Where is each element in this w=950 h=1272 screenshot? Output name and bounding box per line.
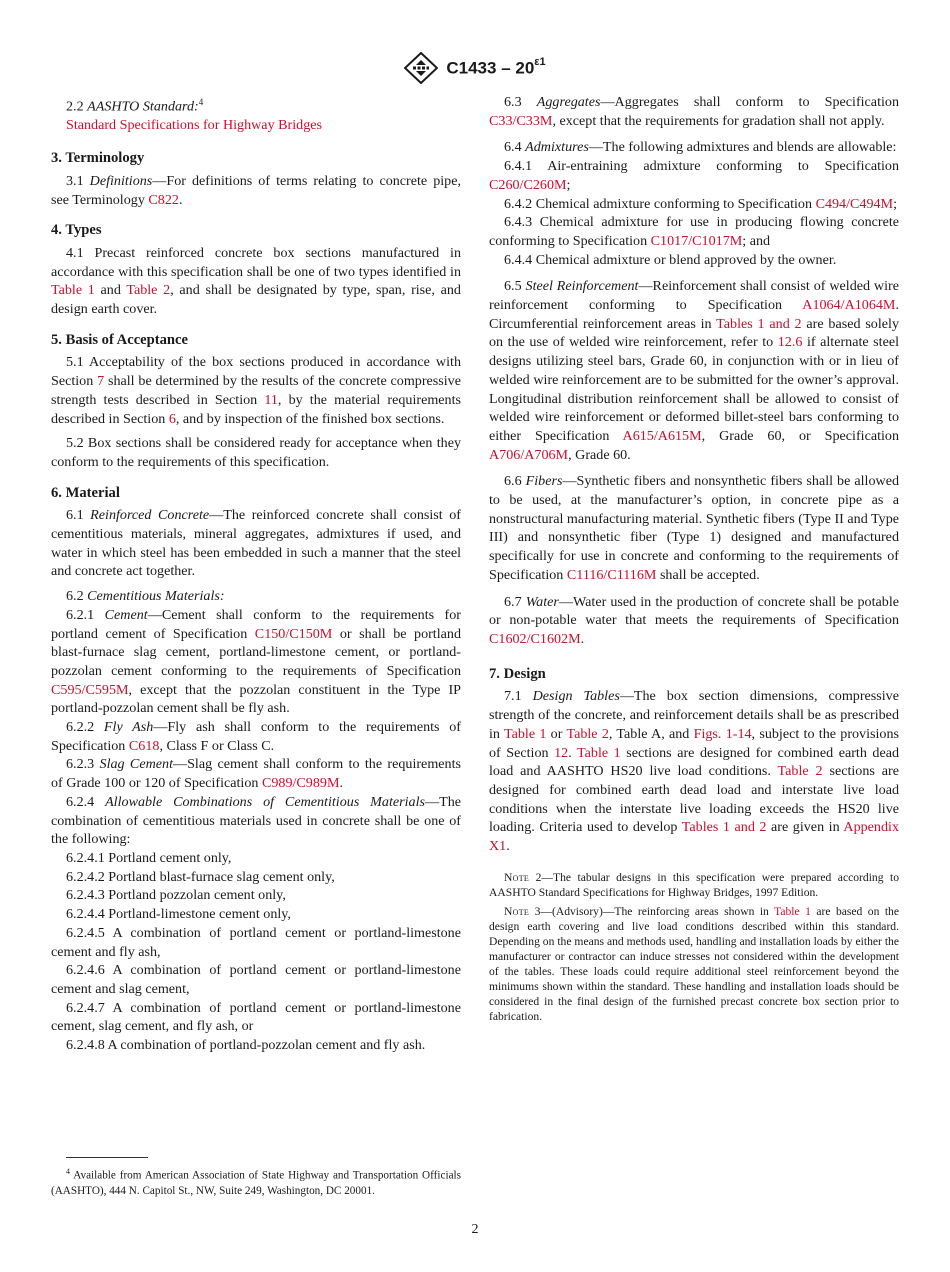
link-section-11[interactable]: 11 [264, 391, 278, 408]
section-6-2-1: 6.2.1 Cement—Cement shall conform to the requirements for portland cement of Specification C150/C150M or shall be portland blast-furnace slag cement, portland-limestone cement, or portland-pozzolan cement conforming to the requirements of Specification C595/C595M, except that the pozzolan constituent in the Type IP portland-pozzolan cement shall be fly ash. [51, 606, 461, 717]
link-a706[interactable]: A706/A706M [489, 446, 569, 463]
section-6-6: 6.6 Fibers—Synthetic fibers and nonsynthetic fibers shall be allowed to be used, at the manufacturer’s option, in concrete pipe as a nonstructural manufacturing material. Synthetic fibers (Type II and Type III) and nonsynthetic fiber (Type 1) designed and manufactured specifically for use in concrete and conforming to the requirements of Specification C1116/C1116M shall be accepted. [489, 473, 899, 583]
heading-design: 7. Design [489, 665, 546, 682]
heading-types: 4. Types [51, 222, 102, 239]
link-c494[interactable]: C494/C494M [815, 195, 894, 212]
section-6-2: 6.2 Cementitious Materials: [66, 588, 225, 605]
link-section-7[interactable]: 7 [97, 373, 105, 390]
list-item: 6.2.4.8 A combination of portland-pozzolan cement and fly ash. [66, 1037, 426, 1054]
section-4-1: 4.1 Precast reinforced concrete box sections manufactured in accordance with this specification shall be one of two types identified in Table 1 and Table 2, and shall be designated by type, span, rise, and design earth cover. [51, 244, 461, 318]
link-tables-1-and-2[interactable]: Tables 1 and 2 [681, 819, 767, 836]
section-6-5: 6.5 Steel Reinforcement—Reinforcement shall consist of welded wire reinforcement conforming to Specification A1064/A1064M. Circumferential reinforcement areas in Tables 1 and 2 are based solely on the use of welded wire reinforcement, refer to 12.6 if alternate steel designs utilizing steel bars, Grade 60, in conjunction with or in lieu of welded wire reinforcement are to be submitted for the owner’s approval. Longitudinal distribution reinforcement shall be allowed to consist of welded wire reinforcement or deformed billet-steel bars conforming to either Specification A615/A615M, Grade 60, or Specification A706/A706M, Grade 60. [489, 278, 900, 463]
footnote-marker: 4 [66, 1167, 70, 1176]
left-column [51, 93, 461, 1055]
list-item: 6.2.4.5 A combination of portland cement or portland-limestone cement and fly ash, [51, 924, 461, 960]
list-item: 6.2.4.7 A combination of portland cement or portland-limestone cement, slag cement, and fly ash, or [51, 999, 461, 1035]
astm-logo-icon [404, 52, 438, 84]
link-c1116[interactable]: C1116/C1116M [566, 566, 657, 583]
link-a1064[interactable]: A1064/A1064M [802, 297, 896, 314]
section-2-2-link-line [51, 116, 461, 135]
list-item: 6.2.4.1 Portland cement only, [66, 850, 232, 866]
section-3-1: 3.1 Definitions—For definitions of terms relating to concrete pipe, see Terminology C822. [51, 172, 461, 208]
list-item: 6.2.4.2 Portland blast-furnace slag cement only, [66, 868, 335, 885]
section-7-1: 7.1 Design Tables—The box section dimensions, compressive strength of the concrete, and reinforcement details shall be as prescribed in Table 1 or Table 2, Table A, and Figs. 1-14, subject to the provisions of Section 12. Table 1 sections are designed for combined earth dead load and AASHTO HS20 live load conditions. Table 2 sections are designed for combined earth dead load and interstate live load conditions when the interstate live loading exceeds the HS20 live loading. Criteria used to develop Tables 1 and 2 are given in Appendix X1. [489, 688, 900, 855]
section-6-4-2: 6.4.2 Chemical admixture conforming to Specification C494/C494M; [504, 195, 898, 212]
list-item: 6.2.4.3 Portland pozzolan cement only, [66, 887, 286, 904]
link-c618[interactable]: C618 [128, 737, 160, 754]
section-5-1: 5.1 Acceptability of the box sections produced in accordance with Section 7 shall be determined by the results of the concrete compressive strength tests described in Section 11, by the material requirements described in Section 6, and by inspection of the finished box sections. [51, 354, 462, 427]
document-designation: $C1433 - 20^{\varepsilon 1}$ [446, 55, 546, 78]
link-c595[interactable]: C595/C595M [51, 681, 129, 698]
page-number: 2 [471, 1222, 479, 1237]
designation-superscript: ε1 [534, 55, 546, 68]
section-6-7: 6.7 Water—Water used in the production of concrete shall be potable or non-potable water that meets the requirements of Specification C1602/C1602M. [489, 593, 899, 647]
link-table-2[interactable]: Table 2 [126, 282, 171, 299]
heading-material: 6. Material [51, 484, 120, 501]
note-2: Note 2—The tabular designs in this specification were prepared according to AASHTO Standard Specifications for Highway Bridges, 1997 Edition. [489, 870, 899, 899]
section-6-2-4: 6.2.4 Allowable Combinations of Cementitious Materials—The combination of cementitious materials used in concrete shall be one of the following: [51, 793, 462, 848]
section-6-4-1: 6.4.1 Air-entraining admixture conforming to Specification C260/C260M; [489, 158, 899, 193]
section-6-2-2: 6.2.2 Fly Ash—Fly ash shall conform to the requirements of Specification C618, Class F or Class C. [51, 719, 461, 754]
link-tables-1-and-2[interactable]: Tables 1 and 2 [716, 315, 802, 332]
link-section-6[interactable]: 6 [168, 410, 176, 427]
link-c1602[interactable]: C1602/C1602M [489, 630, 581, 647]
link-c150[interactable]: C150/C150M [254, 625, 333, 642]
link-table-1[interactable]: Table 1 [774, 904, 811, 918]
link-aashto-spec[interactable]: Standard Specifications for Highway Bridges [66, 117, 322, 134]
page-header [0, 50, 950, 86]
right-column [489, 93, 899, 1024]
link-table-2[interactable]: Table 2 [777, 763, 823, 780]
heading-terminology: 3. Terminology [51, 150, 145, 167]
link-c33[interactable]: C33/C33M [489, 112, 553, 129]
link-section-12[interactable]: 12 [554, 744, 569, 761]
list-item: 6.2.4.4 Portland-limestone cement only, [66, 906, 291, 923]
link-a615[interactable]: A615/A615M [622, 427, 702, 444]
link-table-2[interactable]: Table 2 [566, 725, 609, 742]
link-12-6[interactable]: 12.6 [777, 334, 803, 351]
link-table-1[interactable]: Table 1 [51, 282, 95, 299]
section-6-4: 6.4 Admixtures—The following admixtures and blends are allowable: [504, 139, 897, 156]
link-table-1[interactable]: Table 1 [577, 744, 621, 761]
section-6-4-4: 6.4.4 Chemical admixture or blend approved by the owner. [504, 251, 837, 268]
footnote-ref[interactable]: 4 [198, 97, 204, 107]
section-6-3: 6.3 Aggregates—Aggregates shall conform to Specification C33/C33M, except that the requirements for gradation shall not apply. [489, 94, 899, 129]
link-table-1[interactable]: Table 1 [503, 725, 547, 742]
footnote-divider [66, 1157, 148, 1158]
link-c822[interactable]: C822 [148, 191, 179, 208]
heading-basis-of-acceptance: 5. Basis of Acceptance [51, 331, 189, 348]
list-item: 6.2.4.6 A combination of portland cement or portland-limestone cement and slag cement, [51, 962, 461, 997]
section-5-2: 5.2 Box sections shall be considered ready for acceptance when they conform to the requirements of this specification. [51, 435, 461, 470]
link-figs-1-14[interactable]: Figs. 1-14 [693, 725, 752, 742]
section-6-4-3: 6.4.3 Chemical admixture for use in producing flowing concrete conforming to Specification C1017/C1017M; and [489, 214, 899, 249]
link-c260[interactable]: C260/C260M [489, 176, 567, 193]
link-c989[interactable]: C989/C989M [261, 775, 340, 792]
section-6-1: 6.1 Reinforced Concrete—The reinforced concrete shall consist of cementitious materials, mineral aggregates, admixtures if used, and water in which steel has been embedded in such a manner that the steel and concrete act together. [51, 507, 461, 580]
footnote: $^4$ Available from American Association of State Highway and Transportation Officials (AASHTO), 444 N. Capitol St., NW, Suite 249, Washington, DC 20001. [51, 1167, 461, 1197]
link-c1017[interactable]: C1017/C1017M [650, 232, 743, 249]
link-appendix-x1[interactable]: Appendix X1 [489, 819, 899, 855]
section-6-2-3: 6.2.3 Slag Cement—Slag cement shall conform to the requirements of Grade 100 or 120 of Specification C989/C989M. [51, 756, 461, 792]
section-2-2: 2.2 AASHTO Standard:$^4$ [66, 97, 204, 115]
note-3: Note 3—(Advisory)—The reinforcing areas shown in Table 1 are based on the design earth covering and live load conditions described within this standard. Depending on the means and methods used, handling and installation loads by either the manufacturer or contractor can induce stresses not considered within the development of the tables. These loads could require additional steel reinforcement beyond the minimums shown within the standard. These handling and installation loads should be considered in the final design of the furnished precast concrete box section prior to fabrication. [489, 904, 899, 1023]
